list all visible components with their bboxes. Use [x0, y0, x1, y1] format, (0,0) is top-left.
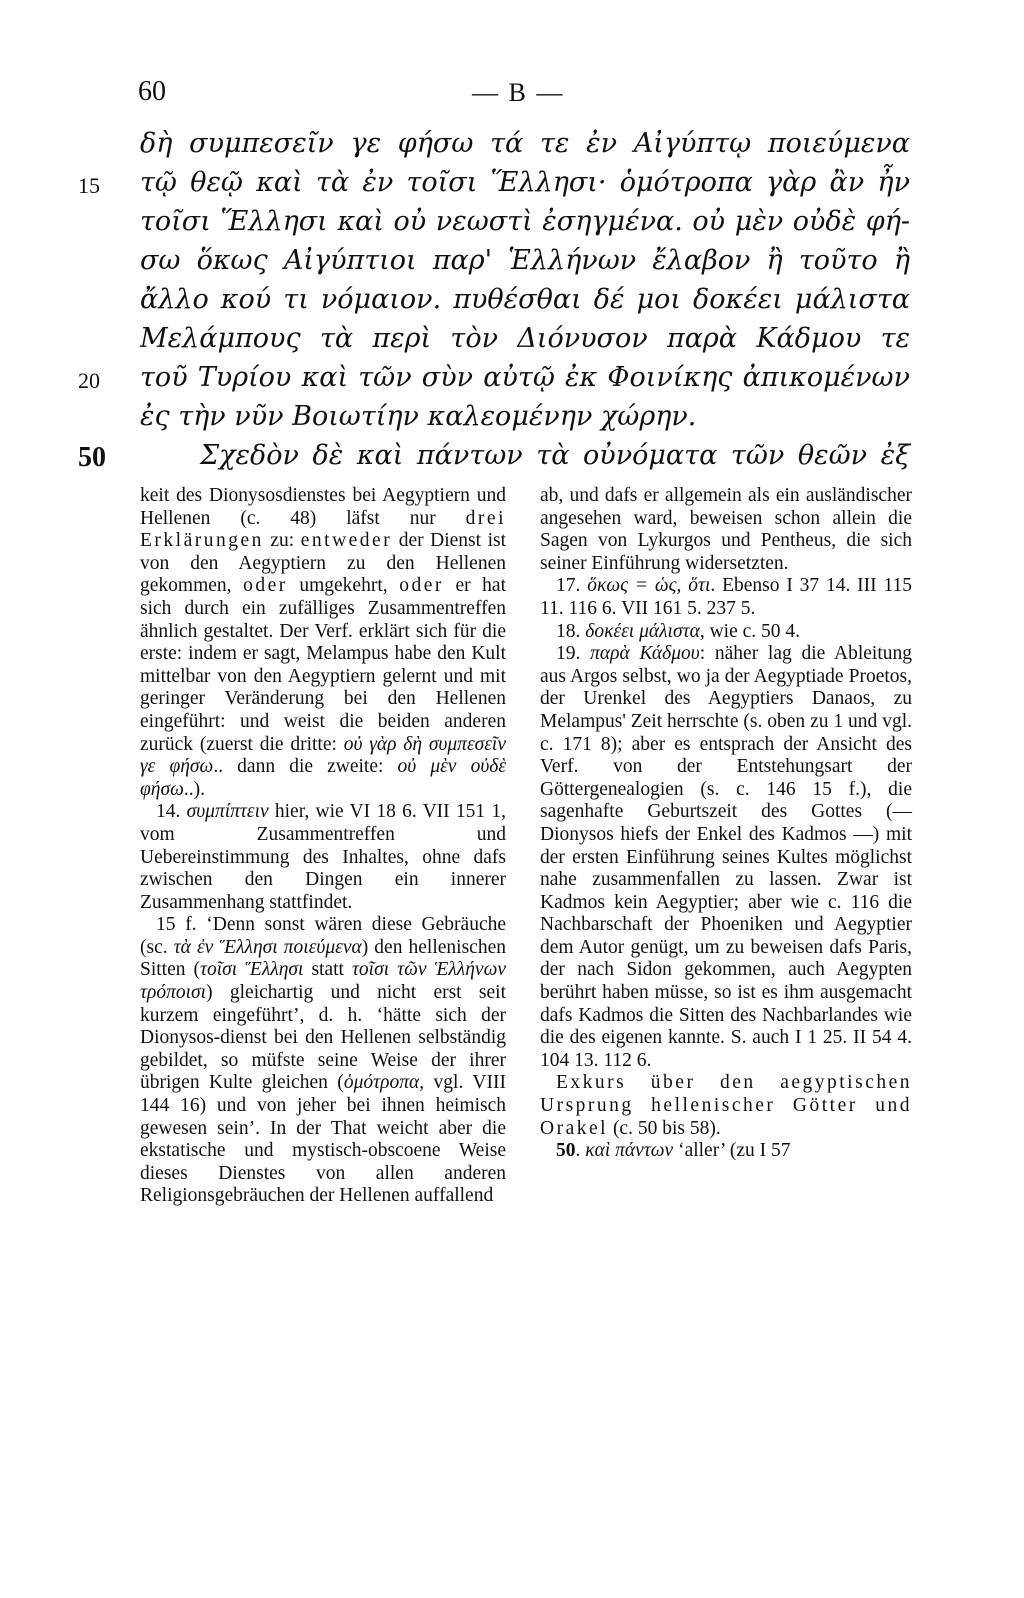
- text-span: er hat sich durch ein zufälliges Zusammentreffen ähnlich gestaltet. Der Verf. erklärt sich für die erste: indem er sagt, Melampus habe den Kult mittelbar von den Aegyptiern gelernt und mit geringer Veränderung bei den Hellenen eingeführt: und weist die beiden anderen zurück (zuerst die dritte:: [140, 575, 506, 755]
- text-span: der Dienst ist von den Aegyptiern zu den Hellenen gekommen,: [140, 530, 506, 597]
- greek-line-text: Σχεδὸν δὲ καὶ πάντων τὰ οὐνόματα τῶν θεῶν ἐξ: [200, 440, 910, 471]
- chapter-reference: 50: [556, 1140, 576, 1162]
- text-span: zu:: [263, 530, 301, 552]
- greek-line-text: Μελάμπους τὰ περὶ τὸν Διόνυσον παρὰ Κάδμου τε: [140, 323, 910, 354]
- spaced-emphasis: Exkurs über den aegyptischen Ursprung hellenischer Götter und Orakel: [540, 1072, 912, 1139]
- greek-citation: δοκέει μάλιστα: [585, 620, 700, 642]
- commentary-paragraph: [540, 575, 912, 620]
- text-span: ..).: [183, 778, 205, 800]
- text-span: : näher lag die Ableitung aus Argos selbst, wo ja der Aegyptiade Proetos, der Urenkel des Aegyptiers Danaos, zu Melampus' Zeit herrschte (s. oben zu 1 und vgl. c. 171 8); aber es entsprach der Ansicht des Verf. von der Entstehungsart der Göttergenealogien (s. c. 146 15 f.), die sagenhafte Geburtszeit des Gottes (— Dionysos hiefs der Enkel des Kadmos —) mit der ersten Einführung seines Kultes möglichst nahe zusammenfallen zu lassen. Zwar ist Kadmos kein Aegyptier; aber wie c. 116 die Nachbarschaft der Phoeniken und Aegyptier dem Autor genügt, um zu beweisen dafs Paris, der nach Sidon gekommen, auch Aegypten berührt haben müsse, so ist es ihm ausgemacht dafs Kadmos die Sitten des Nachbarlandes wie die des eigenen kannte. S. auch I 1 25. II 54 4. 104 13. 112 6.: [540, 643, 912, 1071]
- line-reference: 18.: [556, 620, 586, 642]
- spaced-emphasis: drei Erklärungen: [140, 507, 506, 552]
- text-span: statt: [303, 959, 352, 981]
- text-span: hier, wie VI 18 6. VII 151 1, vom Zusammentreffen und Uebereinstimmung des Inhaltes, ohne dafs zwischen den Dingen ein innerer Zusammenhang stattfindet.: [140, 801, 506, 913]
- greek-citation: ὁμότροπα: [343, 1072, 420, 1094]
- spaced-emphasis: oder: [243, 575, 288, 597]
- text-span: , vgl. VIII 144 16) und von jeher bei ihnen heimisch gewesen sein’. In der That weicht aber die ekstatische und mystisch-obscoene Weise dieses Dienstes von allen anderen Religionsgebräuchen der Hellenen auffallend: [140, 1072, 506, 1207]
- spaced-emphasis: entweder: [300, 530, 393, 552]
- excursus-heading: [540, 1072, 912, 1140]
- greek-citation: τοῖσι Ἕλλησι: [200, 959, 304, 981]
- text-span: .. dann die zweite:: [213, 756, 398, 778]
- text-span: ‘aller’ (zu I 57: [673, 1140, 791, 1162]
- text-span: 15 f. ‘Denn sonst wären diese Gebräuche (sc.: [140, 914, 506, 958]
- greek-line: [0, 167, 1024, 206]
- greek-line: [0, 206, 1024, 245]
- greek-line: [0, 440, 1024, 479]
- greek-citation: οὐ γὰρ δὴ συμπεσεῖν γε φήσω: [140, 733, 506, 778]
- line-reference: 17.: [556, 575, 588, 597]
- chapter-number: 50: [78, 442, 106, 473]
- commentary-paragraph: [140, 914, 506, 1208]
- greek-citation: παρὰ Κάδμου: [590, 643, 700, 665]
- greek-line: [0, 128, 1024, 167]
- greek-line-text: ἄλλο κού τι νόμαιον. πυθέσθαι δέ μοι δοκέει μάλιστα: [140, 284, 910, 315]
- commentary-right-column: [540, 485, 912, 1163]
- greek-line: [0, 323, 1024, 362]
- text-span: .: [575, 1140, 586, 1162]
- greek-text-block: [0, 128, 1024, 479]
- greek-line-text: σω ὅκως Αἰγύπτιοι παρ' Ἑλλήνων ἔλαβον ἢ τοῦτο ἢ: [140, 245, 910, 276]
- commentary-paragraph: [540, 643, 912, 1072]
- greek-line-text: τῷ θεῷ καὶ τὰ ἐν τοῖσι Ἕλλησι· ὁμότροπα γὰρ ἂν ἦν: [140, 167, 910, 198]
- line-reference: 19.: [556, 643, 591, 665]
- greek-line: [0, 362, 1024, 401]
- commentary-paragraph: ab, und dafs er allgemein als ein ausländischer angesehen ward, beweisen schon allein die Sagen von Lykurgos und Pentheus, die sich seiner Einführung widersetzten.: [540, 485, 912, 574]
- text-span: umgekehrt,: [287, 575, 400, 597]
- text-span: ) den hellenischen Sitten (: [140, 936, 506, 981]
- line-reference: 14.: [156, 801, 187, 823]
- commentary-paragraph: [540, 1140, 912, 1163]
- spaced-emphasis: oder: [399, 575, 444, 597]
- greek-line-text: τοῦ Τυρίου καὶ τῶν σὺν αὐτῷ ἐκ Φοινίκης ἀπικομένων: [140, 362, 910, 393]
- commentary-paragraph: [140, 801, 506, 914]
- text-span: (c. 50 bis 58).: [608, 1117, 721, 1139]
- text-span: ) gleichartig und nicht erst seit kurzem eingeführt’, d. h. ‘hätte sich der Dionysos-dienst bei den Hellenen selbständig gebildet, so müfste seine Weise der ihrer übrigen Kulte gleichen (: [140, 982, 506, 1094]
- greek-citation: ὅκως = ὡς, ὅτι: [587, 575, 711, 597]
- greek-citation: τὰ ἐν Ἕλλησι ποιεύμενα: [173, 936, 362, 958]
- commentary-left-column: [140, 485, 506, 1208]
- greek-line: [0, 284, 1024, 323]
- line-number: 15: [78, 173, 100, 198]
- text-span: keit des Dionysosdienstes bei Aegyptiern und Hellenen (c. 48) läfst nur: [140, 485, 506, 529]
- commentary-paragraph: [540, 621, 912, 644]
- greek-line: [0, 401, 1024, 440]
- greek-line-text: ἐς τὴν νῦν Βοιωτίην καλεομένην χώρην.: [140, 401, 697, 432]
- greek-citation: καὶ πάντων: [585, 1140, 674, 1162]
- greek-line: [0, 245, 1024, 284]
- greek-line-text: δὴ συμπεσεῖν γε φήσω τά τε ἐν Αἰγύπτῳ ποιεύμενα: [140, 128, 910, 159]
- running-head: — B —: [472, 78, 565, 107]
- text-span: . Ebenso I 37 14. III 115 11. 116 6. VII 161 5. 237 5.: [540, 575, 913, 619]
- greek-citation: συμπίπτειν: [186, 801, 269, 823]
- greek-citation: τοῖσι τῶν Ἑλλήνων τρόποισι: [140, 959, 506, 1004]
- page-number: 60: [138, 76, 166, 107]
- page-header: [0, 76, 1024, 116]
- greek-line-text: τοῖσι Ἕλλησι καὶ οὐ νεωστὶ ἐσηγμένα. οὐ μὲν οὐδὲ φή-: [140, 206, 910, 237]
- greek-citation: οὐ μὲν οὐδὲ φήσω: [140, 756, 507, 800]
- line-number: 20: [78, 368, 100, 393]
- text-span: , wie c. 50 4.: [699, 620, 800, 642]
- commentary-paragraph: [140, 485, 506, 801]
